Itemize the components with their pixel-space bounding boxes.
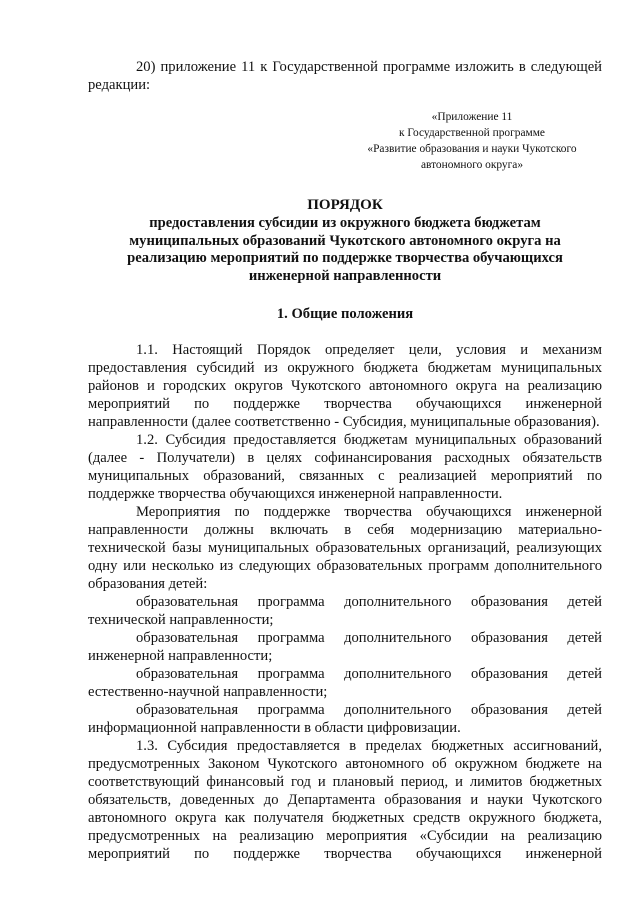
program-item: образовательная программа дополнительного образования детей информационной направленности в области цифровизации. [88,702,602,736]
document-title: ПОРЯДОК [307,197,383,213]
paragraph-activities: Мероприятия по поддержке творчества обучающихся инженерной направленности должны включать в себя модернизацию материально-технической базы муниципальных образовательных организаций, реализующих одну или несколько из следующих образовательных программ дополнительного образования детей: [88,504,602,592]
paragraph-1-1: 1.1. Настоящий Порядок определяет цели, условия и механизм предоставления субсидий из окружного бюджета бюджетам муниципальных районов и городских округов Чукотского автономного округа на реализацию мероприятий по поддержке творчества обучающихся инженерной направленности (далее соответственно - Субсидия, муниципальные образования). [88,342,602,430]
appendix-line: автономного округа» [420,159,524,171]
paragraph-1-3: 1.3. Субсидия предоставляется в пределах бюджетных ассигнований, предусмотренных Законом Чукотского автономного об окружном бюджете на соответствующий финансовый год и плановый период, и лимитов бюджетных обязательств, доведенных до Департамента образования и науки Чукотского автономного округа как получателя бюджетных средств окружного бюджета, предусмотренных на реализацию мероприятия «Субсидии на реализацию мероприятий по поддержке творчества обучающихся инженерной [88,738,602,862]
section-heading: 1. Общие положения [276,306,414,322]
appendix-line: к Государственной программе [399,127,545,139]
document-subtitle [88,215,602,285]
subtitle-line: инженерной направленности [248,267,442,284]
appendix-header [342,109,602,173]
appendix-line: «Приложение 11 [431,111,513,123]
subtitle-line: предоставления субсидии из окружного бюджета бюджетам [149,215,541,231]
document-page [88,58,602,863]
intro-paragraph: 20) приложение 11 к Государственной программе изложить в следующей редакции: [88,59,602,93]
program-item: образовательная программа дополнительного образования детей инженерной направленности; [88,630,602,664]
appendix-line: «Развитие образования и науки Чукотского [367,143,577,155]
paragraph-1-2: 1.2. Субсидия предоставляется бюджетам муниципальных образований (далее - Получатели) в целях софинансирования расходных обязательств муниципальных образований, связанных с реализацией мероприятий по поддержке творчества обучающихся инженерной направленности. [88,432,602,502]
subtitle-line: реализацию мероприятий по поддержке творчества обучающихся [127,250,563,266]
program-item: образовательная программа дополнительного образования детей технической направленности; [88,594,602,628]
program-item: образовательная программа дополнительного образования детей естественно-научной направленности; [88,666,602,700]
subtitle-line: муниципальных образований Чукотского автономного округа на [129,232,561,249]
